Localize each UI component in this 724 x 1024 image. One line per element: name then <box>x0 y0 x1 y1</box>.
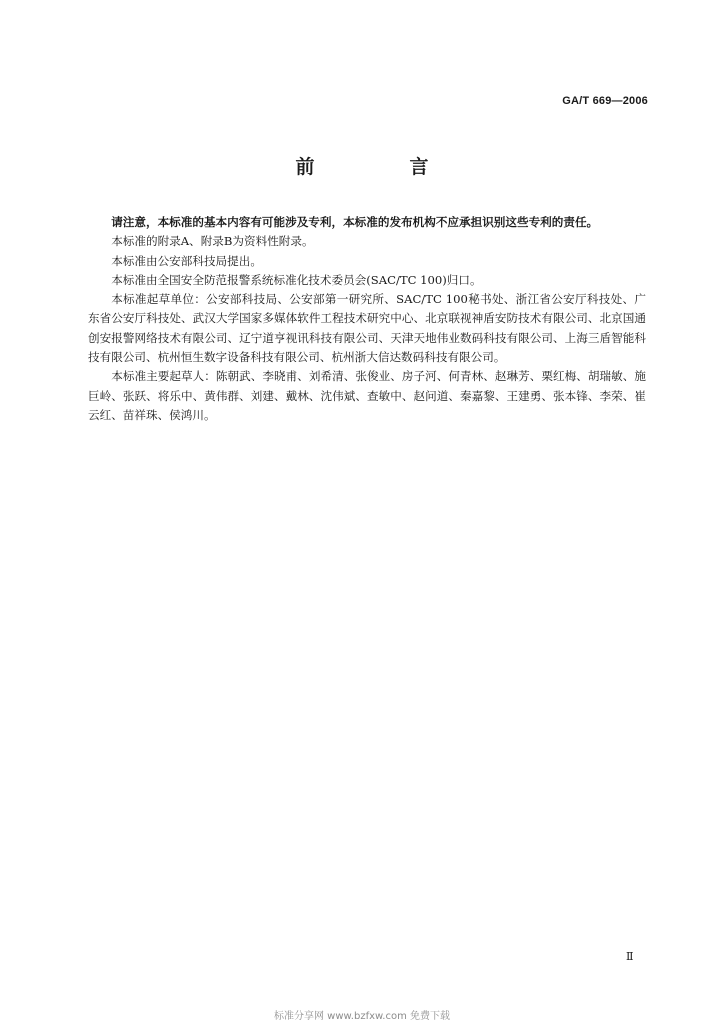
page-title: 前 言 <box>295 156 467 178</box>
standard-code: GA/T 669—2006 <box>562 95 648 107</box>
footer-watermark: 标准分享网 www.bzfxw.com 免费下载 <box>274 1011 450 1022</box>
administration-paragraph: 本标准由全国安全防范报警系统标准化技术委员会(SAC/TC 100)归口。 <box>111 272 482 287</box>
appendix-paragraph: 本标准的附录A、附录B为资料性附录。 <box>111 234 314 249</box>
page-number: Ⅱ <box>626 950 634 963</box>
patent-notice-paragraph: 请注意，本标准的基本内容有可能涉及专利，本标准的发布机构不应承担识别这些专利的责任。 <box>111 215 599 229</box>
foreword-body <box>88 213 646 425</box>
drafting-units-paragraph: 本标准起草单位：公安部科技局、公安部第一研究所、SAC/TC 100秘书处、浙江省公安厅科技处、广东省公安厅科技处、武汉大学国家多媒体软件工程技术研究中心、北京联视神盾安防技术有限公司、北京国通创安报警网络技术有限公司、辽宁道亨视讯科技有限公司、天津天地伟业数码科技有限公司、上海三盾智能科技有限公司、杭州恒生数字设备科技有限公司、杭州浙大信达数码科技有限公司。 <box>88 292 646 365</box>
drafters-paragraph: 本标准主要起草人：陈朝武、李晓甫、刘希清、张俊业、房子河、何青林、赵琳芳、栗红梅、胡瑞敏、施巨岭、张跃、将乐中、黄伟群、刘建、戴林、沈伟斌、查敏中、赵问道、秦嘉黎、王建勇、张本锋、李荣、崔云红、苗祥珠、侯鸿川。 <box>88 369 646 422</box>
proposer-paragraph: 本标准由公安部科技局提出。 <box>111 253 262 268</box>
